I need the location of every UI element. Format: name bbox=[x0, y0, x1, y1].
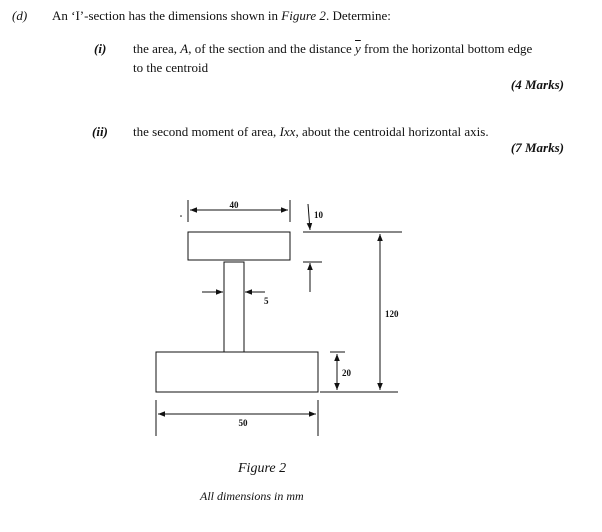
intro-prefix: An ‘I’-section has the dimensions shown in bbox=[52, 8, 282, 23]
sub1-mid: , of the section and the distance bbox=[188, 41, 356, 56]
intro-figure-ref: Figure 2 bbox=[281, 8, 326, 23]
dim-label-top-width: 40 bbox=[229, 200, 239, 210]
dim-bottom-width bbox=[156, 400, 318, 436]
dim-top-width bbox=[180, 200, 290, 222]
figure-caption: Figure 2 bbox=[238, 461, 287, 476]
sub1-ybar: $\overline{y}$ bbox=[355, 41, 361, 56]
sub2-prefix: the second moment of area, bbox=[133, 124, 280, 139]
sub2-suffix: , about the centroidal horizontal axis. bbox=[295, 124, 489, 139]
sub2-marks: (7 Marks) bbox=[510, 140, 564, 155]
sub2-label: (ii) bbox=[92, 124, 108, 139]
part-label: (d) bbox=[12, 8, 28, 23]
units-note: All dimensions in mm bbox=[200, 489, 304, 503]
dim-label-bottom-flange: 20 bbox=[342, 368, 351, 378]
sub2-var-ixx: Ixx bbox=[279, 124, 296, 139]
sub1-line2: to the centroid bbox=[133, 60, 209, 75]
dim-label-web: 5 bbox=[264, 296, 269, 306]
dim-top-flange bbox=[303, 204, 402, 292]
sub1-label: (i) bbox=[94, 41, 107, 56]
dim-height bbox=[320, 234, 399, 392]
sub1-var-a: A bbox=[180, 41, 189, 56]
sub1-suffix: from the horizontal bottom edge bbox=[360, 41, 533, 56]
sub1-marks: (4 Marks) bbox=[510, 77, 564, 92]
intro-suffix: . Determine: bbox=[325, 8, 391, 23]
dim-label-height: 120 bbox=[385, 309, 399, 319]
top-flange bbox=[188, 232, 290, 260]
web bbox=[224, 262, 244, 352]
dim-label-top-flange: 10 bbox=[314, 210, 323, 220]
dim-label-bottom-width: 50 bbox=[238, 418, 248, 428]
bottom-flange bbox=[156, 352, 318, 392]
dim-web bbox=[202, 292, 269, 306]
sub1-prefix: the area, bbox=[133, 41, 181, 56]
dim-bottom-flange bbox=[330, 352, 352, 390]
